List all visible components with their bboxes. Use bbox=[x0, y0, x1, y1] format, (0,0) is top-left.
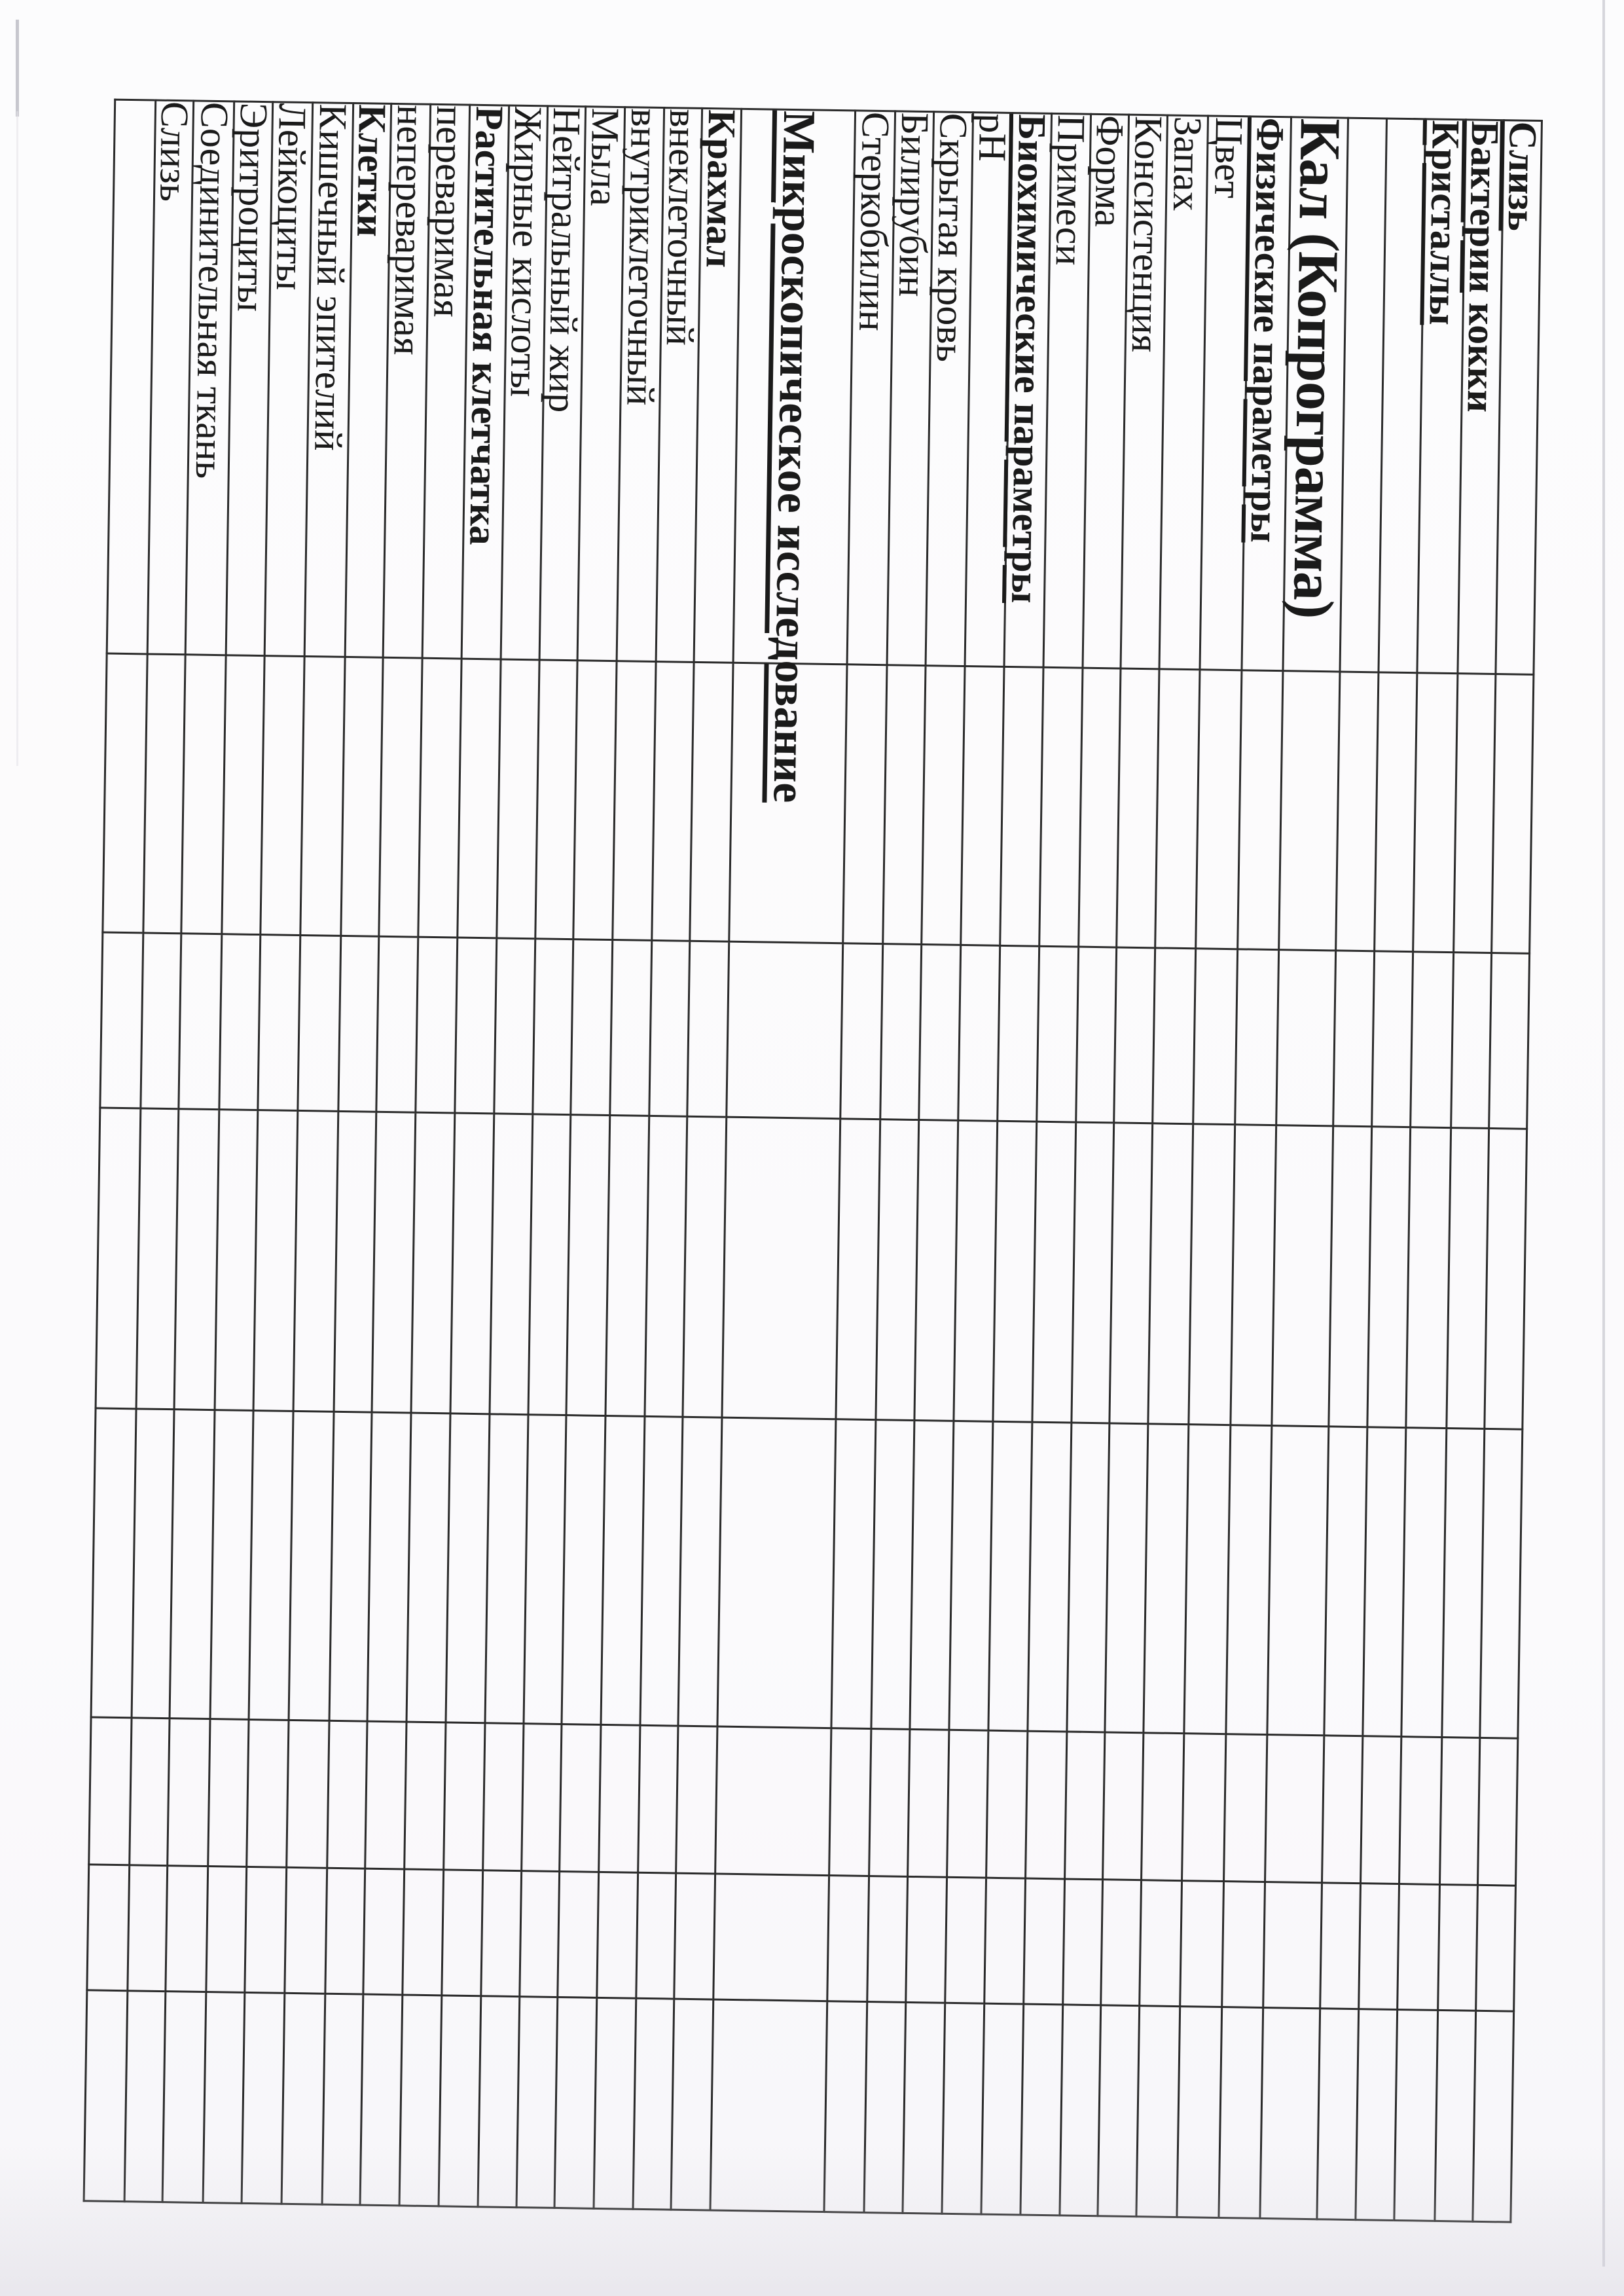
row-label bbox=[1379, 118, 1426, 673]
data-cell bbox=[1230, 1125, 1276, 1426]
row-label: Слизь bbox=[1496, 120, 1542, 675]
data-cell bbox=[560, 1724, 601, 1872]
data-cell bbox=[168, 1719, 210, 1867]
data-cell bbox=[1333, 951, 1374, 1127]
data-cell bbox=[289, 1411, 334, 1721]
data-cell bbox=[327, 1721, 367, 1868]
data-cell bbox=[1235, 949, 1278, 1125]
data-cell bbox=[831, 1419, 876, 1729]
data-cell bbox=[439, 1995, 481, 2207]
data-cell bbox=[1405, 1127, 1451, 1429]
data-cell bbox=[1028, 1422, 1072, 1732]
row-label: Кишечный эпителий bbox=[304, 103, 353, 657]
row-label: Примеси bbox=[1043, 113, 1091, 668]
data-cell bbox=[1105, 1423, 1147, 1733]
data-cell bbox=[285, 1867, 327, 1994]
data-cell bbox=[379, 657, 422, 937]
data-cell bbox=[103, 653, 147, 933]
data-cell bbox=[1114, 947, 1155, 1123]
row-label: Микроскопическое исследование bbox=[733, 109, 856, 664]
row-label bbox=[107, 100, 156, 654]
data-cell bbox=[1223, 1734, 1267, 1882]
row-label: Стеркобилин bbox=[847, 111, 895, 665]
data-cell bbox=[242, 1992, 285, 2204]
data-cell bbox=[993, 1121, 1037, 1422]
data-cell bbox=[136, 1108, 179, 1410]
data-cell bbox=[286, 1720, 329, 1868]
data-cell bbox=[1037, 946, 1079, 1122]
data-cell bbox=[367, 1412, 411, 1722]
data-cell bbox=[919, 945, 961, 1121]
data-cell bbox=[96, 1108, 141, 1409]
data-cell bbox=[558, 1872, 599, 1998]
data-cell bbox=[947, 1730, 988, 1878]
data-cell bbox=[876, 1120, 919, 1421]
data-cell bbox=[678, 1417, 722, 1726]
data-cell bbox=[566, 1115, 610, 1416]
data-cell bbox=[554, 1997, 597, 2208]
data-cell bbox=[562, 1415, 605, 1725]
data-cell bbox=[640, 1416, 683, 1726]
data-cell bbox=[1374, 672, 1416, 952]
data-cell bbox=[360, 1994, 403, 2206]
data-cell bbox=[124, 1991, 166, 2202]
data-cell bbox=[1276, 950, 1335, 1126]
data-cell bbox=[87, 1865, 130, 1991]
data-cell bbox=[329, 1412, 372, 1721]
data-cell bbox=[1356, 2009, 1398, 2221]
data-cell bbox=[1101, 1880, 1141, 2006]
data-cell bbox=[864, 2002, 906, 2214]
data-cell bbox=[1475, 1885, 1515, 2011]
data-cell bbox=[181, 655, 226, 934]
data-cell bbox=[903, 2002, 945, 2214]
data-cell bbox=[1193, 949, 1237, 1125]
data-cell bbox=[1362, 1427, 1405, 1737]
data-cell bbox=[1358, 1884, 1399, 2010]
data-cell bbox=[490, 1114, 533, 1415]
data-cell bbox=[1267, 1426, 1328, 1736]
data-cell bbox=[293, 1110, 338, 1412]
row-label: Нейтральный жир bbox=[539, 106, 586, 661]
data-cell bbox=[1473, 2011, 1514, 2222]
data-cell bbox=[1451, 953, 1491, 1129]
data-cell bbox=[1065, 1732, 1106, 1880]
data-cell bbox=[671, 1999, 713, 2210]
data-cell bbox=[958, 945, 1000, 1121]
data-cell bbox=[880, 944, 922, 1120]
data-cell bbox=[1026, 1731, 1067, 1879]
data-cell bbox=[1110, 1123, 1152, 1424]
data-cell bbox=[1148, 1123, 1193, 1425]
data-cell bbox=[1067, 1423, 1110, 1732]
data-cell bbox=[633, 1998, 674, 2210]
data-cell bbox=[334, 1111, 376, 1412]
data-cell bbox=[363, 1868, 405, 1995]
data-cell bbox=[1219, 2007, 1263, 2219]
row-label: Форма bbox=[1083, 114, 1129, 668]
data-cell bbox=[638, 1725, 679, 1873]
data-cell bbox=[416, 937, 458, 1113]
data-cell bbox=[1453, 674, 1496, 953]
data-cell bbox=[533, 939, 573, 1115]
data-cell bbox=[300, 657, 345, 936]
data-cell bbox=[281, 1993, 325, 2204]
data-cell bbox=[949, 1421, 993, 1730]
data-cell bbox=[649, 940, 690, 1116]
data-cell bbox=[1322, 1736, 1362, 1884]
data-cell bbox=[253, 1110, 298, 1412]
data-cell bbox=[1439, 1737, 1480, 1885]
data-cell bbox=[399, 1995, 442, 2206]
data-cell bbox=[89, 1717, 132, 1865]
row-label: переваримая bbox=[422, 104, 470, 659]
data-cell bbox=[954, 1120, 998, 1421]
data-cell bbox=[1221, 1882, 1265, 2008]
row-label: Скрытая кровь bbox=[926, 112, 973, 666]
row-label: Лейкоциты bbox=[264, 102, 313, 657]
data-cell bbox=[715, 1726, 831, 1876]
data-cell bbox=[981, 2003, 1024, 2215]
data-cell bbox=[143, 654, 186, 934]
data-cell bbox=[922, 666, 965, 945]
data-cell bbox=[215, 1110, 258, 1411]
data-cell bbox=[166, 1866, 208, 1992]
row-label: Биохимические параметры bbox=[1004, 113, 1052, 667]
data-cell bbox=[1103, 1732, 1144, 1880]
data-cell bbox=[130, 1718, 170, 1866]
data-cell bbox=[840, 943, 883, 1120]
row-label: Физические параметры bbox=[1242, 117, 1291, 671]
data-cell bbox=[827, 1876, 869, 2002]
row-label: Консистенция bbox=[1121, 115, 1167, 669]
data-cell bbox=[261, 656, 304, 936]
row-label: Слизь bbox=[147, 100, 194, 655]
data-cell bbox=[1098, 2005, 1139, 2217]
data-cell bbox=[573, 661, 617, 940]
coprogram-table bbox=[83, 99, 1543, 2223]
data-cell bbox=[245, 1867, 287, 1993]
data-cell bbox=[1397, 1884, 1439, 2011]
data-cell bbox=[458, 659, 501, 938]
data-cell bbox=[1324, 1427, 1367, 1736]
data-cell bbox=[1394, 2010, 1438, 2221]
data-cell bbox=[1063, 1879, 1103, 2005]
data-cell bbox=[687, 941, 729, 1117]
data-cell bbox=[365, 1721, 406, 1869]
data-cell bbox=[727, 941, 843, 1119]
row-label: Цвет bbox=[1200, 116, 1250, 670]
data-cell bbox=[636, 1872, 676, 1999]
data-cell bbox=[1177, 2007, 1222, 2218]
data-cell bbox=[1076, 947, 1117, 1123]
data-cell bbox=[1263, 1882, 1322, 2008]
data-cell bbox=[1271, 1125, 1333, 1427]
data-cell bbox=[1039, 667, 1083, 947]
row-label: Мыла bbox=[577, 107, 625, 661]
row-label: Кристаллы bbox=[1417, 119, 1466, 674]
data-cell bbox=[1024, 1878, 1065, 2005]
data-cell bbox=[906, 1876, 947, 2003]
data-cell bbox=[128, 1865, 168, 1992]
data-cell bbox=[222, 655, 264, 935]
row-label: Билирубин bbox=[887, 111, 934, 666]
data-cell bbox=[485, 1414, 528, 1724]
row-label: Бактерии кокки bbox=[1458, 120, 1504, 674]
scan-right-edge-shadow bbox=[1602, 0, 1605, 2267]
data-cell bbox=[141, 933, 181, 1109]
data-cell bbox=[1195, 670, 1241, 949]
data-cell bbox=[1060, 2005, 1101, 2216]
row-label: внеклеточный bbox=[656, 108, 702, 663]
data-cell bbox=[998, 945, 1039, 1121]
row-label: Клетки bbox=[345, 103, 391, 658]
data-cell bbox=[1265, 1735, 1324, 1883]
data-cell bbox=[1152, 948, 1195, 1124]
data-cell bbox=[179, 934, 222, 1110]
data-cell bbox=[1446, 1128, 1489, 1429]
data-cell bbox=[206, 1867, 246, 1993]
data-cell bbox=[1335, 672, 1378, 951]
data-cell bbox=[945, 1877, 986, 2003]
data-cell bbox=[418, 658, 461, 938]
data-cell bbox=[249, 1410, 293, 1720]
data-cell bbox=[1182, 1734, 1225, 1882]
data-cell bbox=[652, 661, 695, 941]
row-label: Запах bbox=[1159, 115, 1208, 670]
row-label: внутриклеточный bbox=[617, 107, 664, 662]
row-label: Жирные кислоты bbox=[501, 105, 548, 660]
data-cell bbox=[605, 1116, 649, 1417]
data-cell bbox=[1401, 1428, 1446, 1738]
data-cell bbox=[1360, 1736, 1401, 1884]
data-cell bbox=[132, 1409, 174, 1719]
data-cell bbox=[676, 1726, 717, 1874]
data-cell bbox=[1441, 1429, 1484, 1738]
row-label: Эритроциты bbox=[226, 101, 273, 656]
data-cell bbox=[91, 1408, 136, 1718]
data-cell bbox=[1072, 1122, 1114, 1423]
data-cell bbox=[1367, 1127, 1410, 1428]
data-cell bbox=[1184, 1425, 1231, 1734]
data-cell bbox=[376, 936, 418, 1112]
data-cell bbox=[683, 1116, 727, 1417]
data-cell bbox=[1144, 1424, 1189, 1734]
data-cell bbox=[1189, 1124, 1235, 1425]
data-cell bbox=[869, 1729, 910, 1877]
data-cell bbox=[871, 1420, 914, 1730]
data-cell bbox=[528, 1114, 571, 1415]
data-cell bbox=[1020, 2004, 1063, 2215]
data-cell bbox=[594, 1997, 636, 2209]
data-cell bbox=[444, 1722, 485, 1870]
data-cell bbox=[219, 934, 260, 1110]
data-cell bbox=[1328, 1126, 1371, 1427]
data-cell bbox=[175, 1109, 220, 1410]
data-cell bbox=[674, 1873, 715, 1999]
data-cell bbox=[455, 938, 497, 1114]
data-cell bbox=[843, 665, 887, 944]
data-cell bbox=[450, 1113, 494, 1414]
data-cell bbox=[524, 1415, 566, 1724]
table-body bbox=[84, 100, 1545, 2222]
data-cell bbox=[1410, 952, 1453, 1128]
data-cell bbox=[405, 1722, 446, 1870]
data-cell bbox=[1480, 1429, 1523, 1738]
data-cell bbox=[597, 1872, 638, 1998]
data-cell bbox=[986, 1730, 1028, 1878]
data-cell bbox=[1371, 951, 1413, 1127]
data-cell bbox=[824, 2001, 867, 2213]
data-cell bbox=[942, 2003, 984, 2214]
data-cell bbox=[1117, 668, 1159, 948]
data-cell bbox=[713, 1874, 829, 2001]
data-cell bbox=[298, 935, 341, 1111]
data-cell bbox=[1434, 2010, 1475, 2221]
data-cell bbox=[1180, 1881, 1223, 2007]
row-label: непереваримая bbox=[383, 103, 431, 658]
data-cell bbox=[246, 1719, 288, 1867]
data-cell bbox=[1399, 1737, 1441, 1885]
data-cell bbox=[163, 1992, 207, 2203]
data-cell bbox=[478, 1996, 520, 2208]
row-label: Растительная клетчатка bbox=[461, 105, 509, 659]
data-cell bbox=[258, 935, 300, 1111]
data-cell bbox=[100, 932, 143, 1108]
data-cell bbox=[1278, 671, 1339, 951]
data-cell bbox=[522, 1724, 562, 1872]
data-cell bbox=[516, 1997, 558, 2208]
data-cell bbox=[1491, 674, 1534, 954]
data-cell bbox=[710, 1999, 827, 2212]
data-cell bbox=[442, 1870, 483, 1996]
data-cell bbox=[961, 666, 1004, 945]
data-cell bbox=[867, 1876, 908, 2003]
data-cell bbox=[1155, 669, 1199, 949]
data-cell bbox=[1413, 673, 1457, 953]
data-cell bbox=[829, 1728, 871, 1876]
data-cell bbox=[1317, 2009, 1359, 2220]
data-cell bbox=[204, 1992, 245, 2204]
data-cell bbox=[908, 1729, 949, 1877]
data-cell bbox=[340, 657, 383, 936]
data-cell bbox=[984, 1878, 1026, 2004]
data-cell bbox=[1260, 2007, 1320, 2219]
data-cell bbox=[1032, 1121, 1076, 1423]
data-cell bbox=[446, 1413, 490, 1723]
data-cell bbox=[1489, 953, 1529, 1129]
data-cell bbox=[1437, 1884, 1477, 2011]
data-cell bbox=[1136, 2006, 1180, 2217]
data-cell bbox=[645, 1116, 687, 1417]
data-cell bbox=[601, 1415, 645, 1725]
data-cell bbox=[211, 1410, 253, 1720]
data-cell bbox=[910, 1420, 954, 1730]
data-cell bbox=[1237, 670, 1282, 950]
data-cell bbox=[338, 936, 379, 1112]
data-cell bbox=[883, 665, 926, 945]
data-cell bbox=[1141, 1733, 1183, 1881]
data-cell bbox=[988, 1421, 1032, 1731]
data-cell bbox=[613, 661, 656, 941]
data-cell bbox=[1485, 1128, 1527, 1429]
data-cell bbox=[610, 940, 652, 1116]
data-cell bbox=[411, 1112, 455, 1413]
data-cell bbox=[722, 1117, 840, 1419]
data-cell bbox=[84, 1990, 128, 2202]
row-label: Соединительная ткань bbox=[186, 101, 235, 655]
data-cell bbox=[690, 662, 733, 941]
data-cell bbox=[1225, 1425, 1271, 1735]
row-label: рН bbox=[965, 113, 1013, 667]
data-cell bbox=[1477, 1738, 1518, 1886]
row-label: Кал (Копрограмма) bbox=[1283, 117, 1348, 672]
data-cell bbox=[1139, 1880, 1182, 2007]
data-cell bbox=[914, 1120, 958, 1421]
data-cell bbox=[406, 1413, 450, 1722]
data-cell bbox=[403, 1869, 444, 1995]
scan-left-edge-shadow bbox=[16, 111, 18, 766]
data-cell bbox=[325, 1868, 365, 1994]
data-cell bbox=[481, 1870, 522, 1997]
data-cell bbox=[322, 1994, 363, 2205]
data-cell bbox=[494, 938, 535, 1114]
scan-left-edge-mark bbox=[16, 20, 19, 117]
data-cell bbox=[520, 1871, 560, 1997]
data-cell bbox=[1079, 668, 1121, 947]
data-cell bbox=[208, 1719, 249, 1867]
row-label: Крахмал bbox=[694, 108, 742, 663]
data-cell bbox=[717, 1417, 836, 1728]
data-cell bbox=[836, 1119, 880, 1420]
data-cell bbox=[483, 1723, 524, 1871]
rotated-table-container bbox=[92, 99, 1543, 2221]
data-cell bbox=[535, 660, 578, 939]
data-cell bbox=[170, 1410, 215, 1719]
data-cell bbox=[497, 659, 539, 939]
data-cell bbox=[571, 939, 613, 1116]
data-cell bbox=[599, 1724, 640, 1872]
data-cell bbox=[1320, 1883, 1360, 2009]
data-cell bbox=[1000, 666, 1043, 946]
data-cell bbox=[372, 1112, 416, 1413]
